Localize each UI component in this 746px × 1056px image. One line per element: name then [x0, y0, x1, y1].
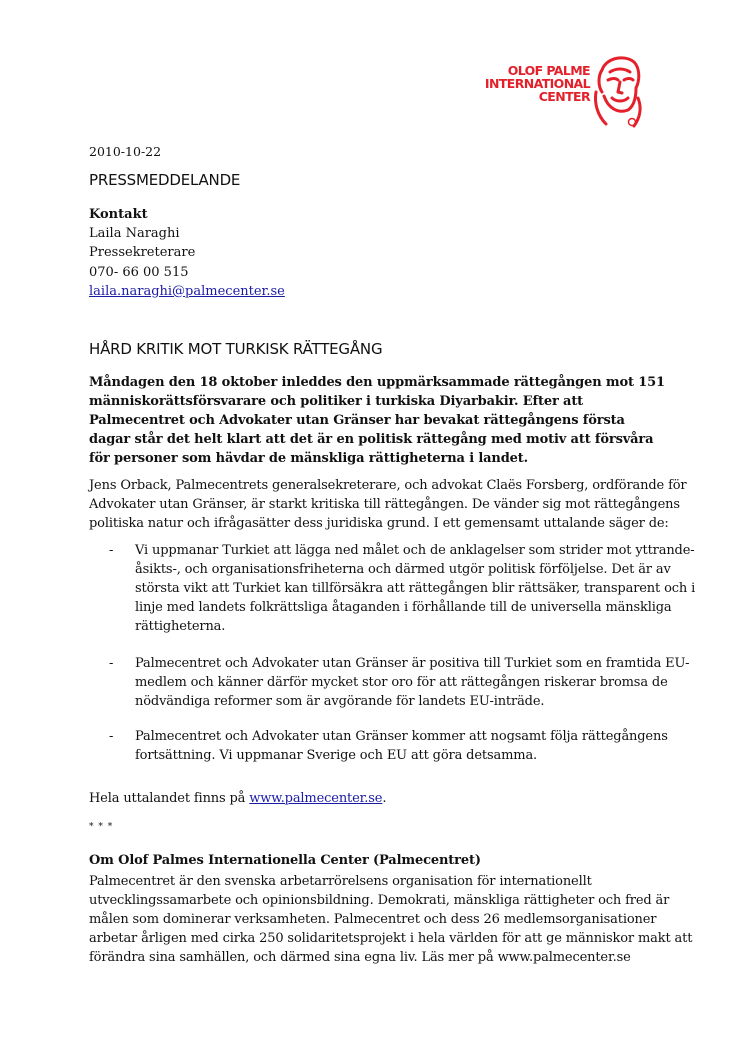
- statement-line: medlem och känner därför mycket stor oro för att rättegången riskerar bromsa de: [135, 675, 668, 691]
- contact-role: Pressekreterare: [89, 245, 196, 261]
- statement-line: åsikts-, och organisationsfriheterna och därmed utgör politisk förföljelse. Det är av: [135, 562, 671, 578]
- more-suffix: .: [382, 791, 387, 806]
- statement-line: Palmecentret och Advokater utan Gränser är positiva till Turkiet som en framtida EU-: [135, 656, 690, 671]
- contact-name: Laila Naraghi: [89, 226, 180, 242]
- document-type: PRESSMEDDELANDE: [89, 171, 241, 189]
- lead-paragraph: [89, 373, 665, 468]
- about-line: Palmecentret är den svenska arbetarrörelsens organisation för internationellt: [89, 874, 592, 889]
- contact-email-link[interactable]: laila.naraghi@palmecenter.se: [89, 283, 285, 299]
- logo-line: OLOF PALME: [507, 63, 590, 78]
- statement-line: nödvändiga reformer som är avgörande för landets EU-inträde.: [135, 694, 545, 710]
- contact-heading: Kontakt: [89, 207, 148, 222]
- full-statement-note: [89, 791, 386, 806]
- logo-line: CENTER: [538, 89, 590, 104]
- intro-line: politiska natur och ifrågasätter dess juridiska grund. I ett gemensamt uttalande säger de:: [89, 516, 669, 532]
- intro-paragraph: [89, 476, 686, 533]
- website-link[interactable]: www.palmecenter.se: [249, 791, 383, 806]
- lead-line: människorättsförsvarare och politiker i turkiska Diyarbakir. Efter att: [89, 394, 584, 410]
- organization-logo: [462, 52, 644, 132]
- lead-line: för personer som hävdar de mänskliga rättigheterna i landet.: [89, 451, 529, 467]
- list-dash: -: [109, 543, 114, 558]
- list-dash: -: [109, 729, 114, 744]
- statement-item: [89, 654, 689, 711]
- lead-line: dagar står det helt klart att det är en politisk rättegång med motiv att försvåra: [89, 432, 654, 448]
- list-dash: -: [109, 656, 114, 671]
- lead-line: Måndagen den 18 oktober inleddes den uppmärksammade rättegången mot 151: [89, 375, 665, 390]
- intro-line: Jens Orback, Palmecentrets generalsekreterare, och advokat Claës Forsberg, ordförande för: [89, 478, 687, 493]
- statement-item: [89, 727, 668, 765]
- contact-phone: 070- 66 00 515: [89, 264, 189, 280]
- about-line: arbetar årligen med cirka 250 solidaritetsprojekt i hela världen för att ge människor makt att: [89, 931, 693, 947]
- section-separator: * * *: [89, 822, 114, 832]
- about-heading: Om Olof Palmes Internationella Center (Palmecentret): [89, 853, 481, 868]
- statement-item: [89, 541, 695, 636]
- contact-block: [89, 205, 285, 301]
- lead-line: Palmecentret och Advokater utan Gränser har bevakat rättegångens första: [89, 413, 625, 429]
- statement-line: linje med landets folkrättsliga åtaganden i förhållande till de universella mänskliga: [135, 600, 672, 616]
- statement-line: Palmecentret och Advokater utan Gränser kommer att nogsamt följa rättegångens: [135, 729, 668, 744]
- logo-line: INTERNATIONAL: [484, 76, 590, 91]
- portrait-icon: [588, 52, 644, 132]
- release-date: 2010-10-22: [89, 144, 162, 159]
- intro-line: Advokater utan Gränser, är starkt kritiska till rättegången. De vänder sig mot rättegångens: [89, 497, 680, 513]
- about-line: utvecklingssamarbete och opinionsbildning. Demokrati, mänskliga rättigheter och fred är: [89, 893, 670, 909]
- press-headline: HÅRD KRITIK MOT TURKISK RÄTTEGÅNG: [89, 340, 383, 358]
- about-paragraph: [89, 872, 692, 967]
- statement-line: största vikt att Turkiet kan tillförsäkra att rättegången blir rättsäker, transparent och i: [135, 581, 696, 597]
- more-prefix: Hela uttalandet finns på: [89, 791, 250, 806]
- statement-line: Vi uppmanar Turkiet att lägga ned målet och de anklagelser som strider mot yttrande-: [135, 543, 695, 558]
- statement-line: fortsättning. Vi uppmanar Sverige och EU att göra detsamma.: [135, 748, 538, 764]
- about-line: målen som dominerar verksamheten. Palmecentret och dess 26 medlemsorganisationer: [89, 912, 657, 928]
- about-line: förändra sina samhällen, och därmed sina egna liv. Läs mer på www.palmecenter.se: [89, 950, 631, 966]
- logo-wordmark: [462, 64, 590, 103]
- statement-line: rättigheterna.: [135, 619, 226, 635]
